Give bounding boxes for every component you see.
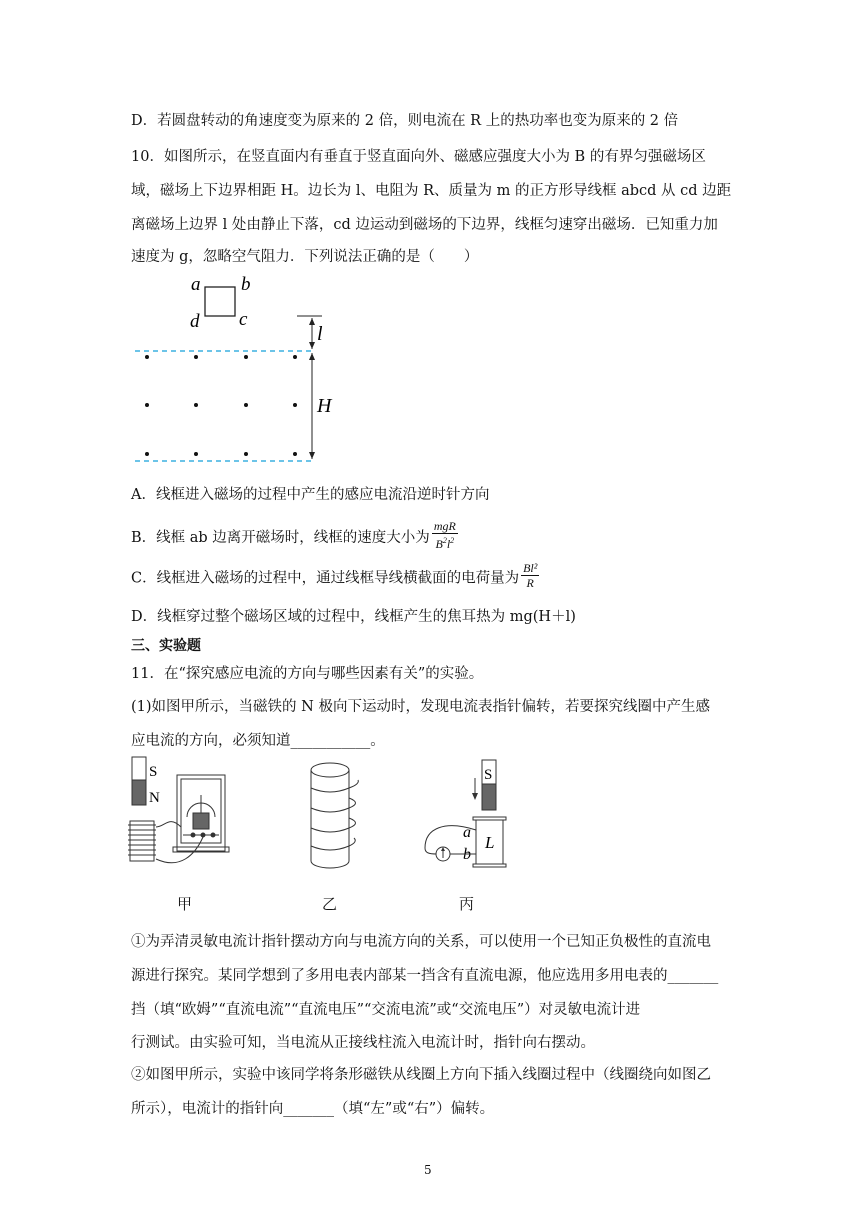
figure-yi [300,758,370,870]
question-11-c2-line2: 所示），电流计的指针向_______（填“左”或“右”）偏转。 [131,1101,495,1117]
label-h: H [317,395,332,417]
label-c: c [239,309,248,330]
caption-jia: 甲 [177,895,193,913]
fraction-numerator: mgR [433,519,456,533]
question-10-line4: 速度为 g，忽略空气阻力．下列说法正确的是（ ） [131,249,479,265]
option-10a: A．线框进入磁场的过程中产生的感应电流沿逆时针方向 [131,487,490,503]
question-11-c1-line3: 挡（填“欧姆”“直流电流”“直流电压”“交流电流”或“交流电压”）对灵敏电流计进 [131,1002,641,1018]
question-10-line2: 域，磁场上下边界相距 H。边长为 l、电阻为 R、质量为 m 的正方形导线框 abcd 从 cd 边距 [131,183,732,199]
option-9d: D．若圆盘转动的角速度变为原来的 2 倍，则电流在 R 上的热功率也变为原来的 2 倍 [131,113,679,129]
question-11-part1-line2: 应电流的方向，必须知道___________。 [131,733,385,749]
label-d: d [190,311,200,332]
coil-winding [311,763,358,868]
question-11-c2-line1: ②如图甲所示，实验中该同学将条形磁铁从线圈上方向下插入线圈过程中（线圈绕向如图乙 [131,1067,711,1083]
square-frame [205,287,235,316]
label-a: a [191,274,201,295]
magnet [482,784,496,810]
figure-jia [125,755,240,870]
question-11-c1-line1: ①为弄清灵敏电流计指针摆动方向与电流方向的关系，可以使用一个已知正负极性的直流电 [131,934,711,950]
fraction-numerator: Bl² [523,561,538,575]
section-heading: 三、实验题 [131,638,201,654]
question-11-part1-line1: (1)如图甲所示，当磁铁的 N 极向下运动时，发现电流表指针偏转，若要探究线圈中产生感 [131,699,710,715]
label-b2: b [463,846,471,863]
figure-bing [415,758,525,870]
label-b: b [241,274,251,295]
page-number: 5 [424,1163,432,1177]
caption-yi: 乙 [322,895,338,913]
question-11-c1-line2: 源进行探究。某同学想到了多用电表内部某一挡含有直流电源，他应选用多用电表的_______ [131,968,719,984]
option-10d: D．线框穿过整个磁场区域的过程中，线框产生的焦耳热为 mg(H＋l) [131,609,576,625]
question-11: 11．在“探究感应电流的方向与哪些因素有关”的实验。 [131,666,484,682]
fraction-denominator: $B^2l^2$ [435,536,455,551]
coil [128,821,156,861]
fraction-bl2-r [521,561,539,590]
field-dots [145,355,297,456]
label-a2: a [463,824,471,841]
fraction-denominator: R [526,576,534,590]
magnet-n-pole [132,780,146,805]
question-10-line3: 离磁场上边界 l 处由静止下落，cd 边运动到磁场的下边界，线框匀速穿出磁场．已知重力加 [131,217,718,233]
figure-10-magnetic-field [125,270,355,470]
label-n1: N [149,790,160,806]
option-10c-text: C．线框进入磁场的过程中，通过线框导线横截面的电荷量为 [131,570,520,587]
label-L: L [485,833,495,852]
question-11-c1-line4: 行测试。由实验可知，当电流从正接线柱流入电流计时，指针向右摆动。 [131,1035,595,1051]
label-l: l [317,323,323,345]
fraction-mgr-b2l2 [432,519,458,551]
caption-bing: 丙 [459,895,475,913]
option-10b-text: B．线框 ab 边离开磁场时，线框的速度大小为 [131,530,430,546]
label-s2: S [484,767,493,783]
option-10b [131,519,458,551]
question-10-line1: 10．如图所示，在竖直面内有垂直于竖直面向外、磁感应强度大小为 B 的有界匀强磁场区 [131,149,706,165]
label-s1: S [149,764,158,780]
option-10c [131,561,539,590]
